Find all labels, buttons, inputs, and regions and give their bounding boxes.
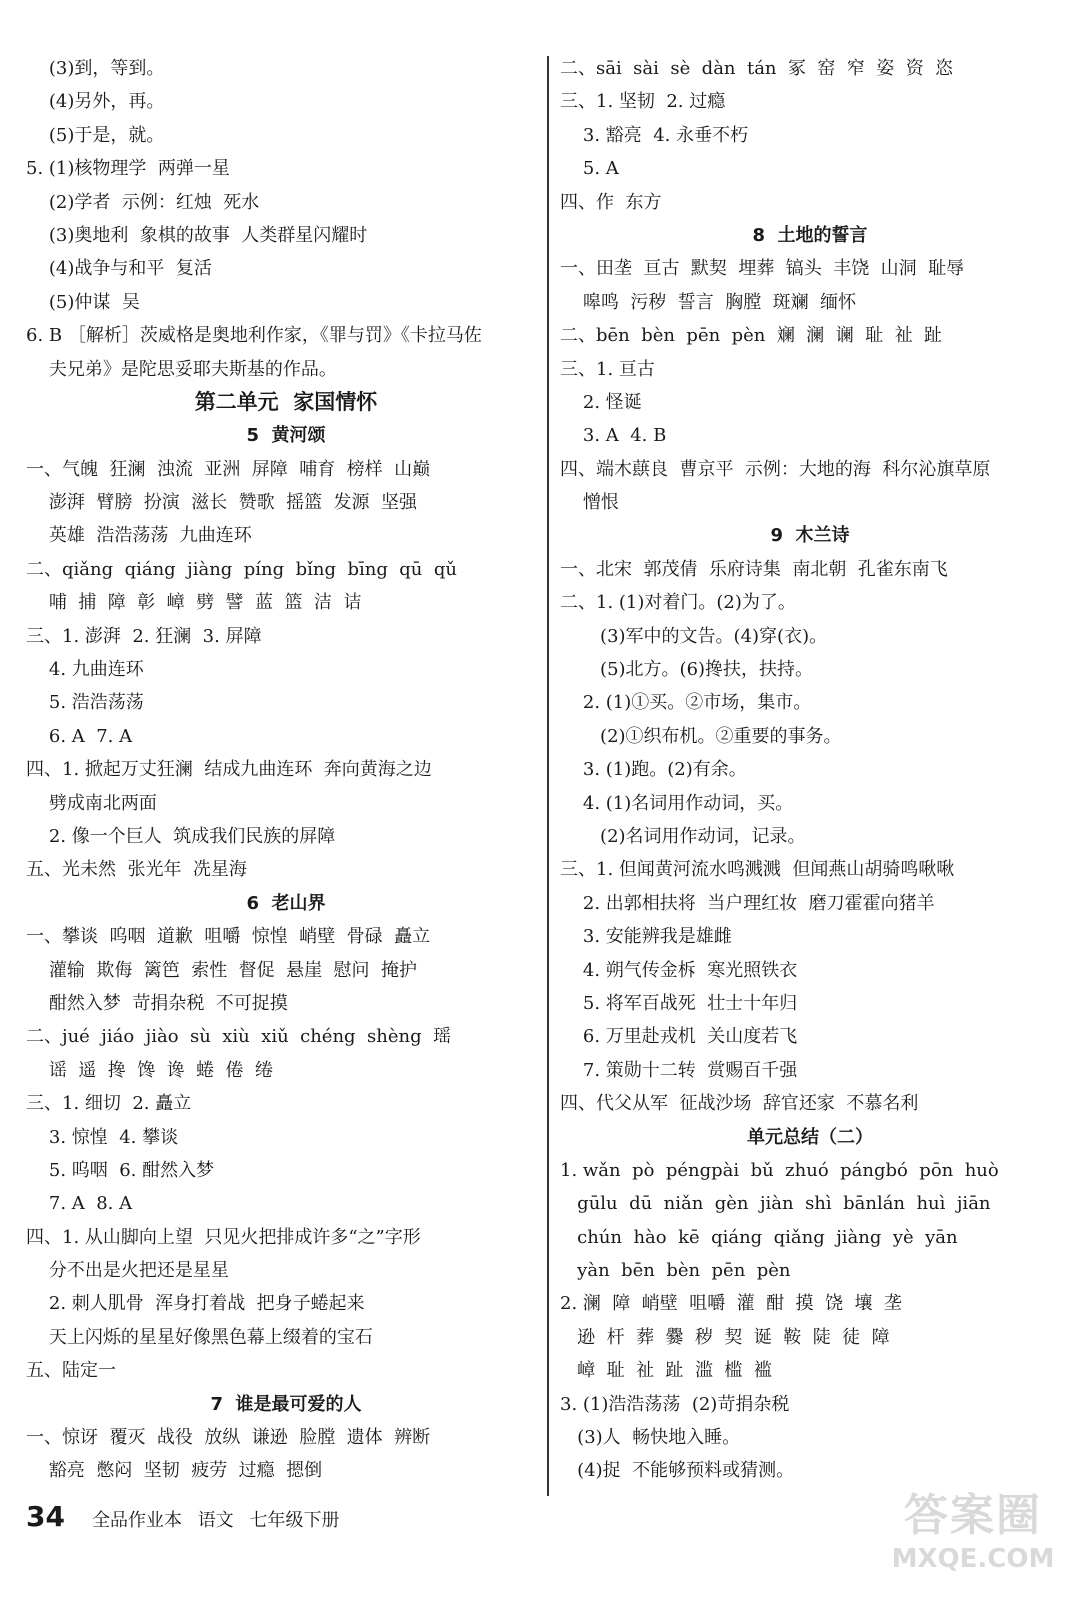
answer-line: 二、sāi sài sè dàn tán 冢 窑 窄 姿 资 恣: [560, 58, 954, 79]
answer-line: 四、端木蕻良 曹京平 示例：大地的海 科尔沁旗草原: [560, 458, 991, 480]
section-heading: 5 黄河颂: [246, 425, 326, 447]
answer-line: (4)捉 不能够预料或猜测。: [560, 1460, 795, 1482]
watermark-logo: [888, 1488, 1058, 1588]
answer-line: 3. (1)跑。(2)有余。: [560, 759, 747, 781]
answer-line: 五、陆定一: [26, 1360, 116, 1382]
answer-line: 灌输 欺侮 篱笆 索性 督促 悬崖 慰问 掩护: [26, 959, 417, 981]
book-title: 全品作业本 语文 七年级下册: [92, 1510, 340, 1531]
answer-line: gūlu dū niǎn gèn jiàn shì bānlán huì jiān: [560, 1193, 991, 1215]
answer-line: 4. 朔气传金柝 寒光照铁衣: [560, 959, 798, 981]
answer-line: 3. A 4. B: [560, 425, 667, 447]
answer-line: 6. A 7. A: [26, 725, 133, 747]
answer-line: 四、1. 从山脚向上望 只见火把排成许多“之”字形: [26, 1226, 421, 1248]
answer-line: 3. 安能辨我是雄雌: [560, 926, 732, 948]
answer-line: 二、bēn bèn pēn pèn 斓 澜 谰 耻 祉 趾: [560, 325, 943, 347]
watermark-url: MXQE.COM: [891, 1544, 1055, 1574]
answer-line: 3. (1)浩浩荡荡 (2)苛捐杂税: [560, 1393, 790, 1415]
answer-line: (3)奥地利 象棋的故事 人类群星闪耀时: [26, 224, 368, 246]
section-heading: 7 谁是最可爱的人: [210, 1393, 362, 1415]
answer-line: 酣然入梦 苛捐杂税 不可捉摸: [26, 992, 288, 1014]
answer-line: (2)①织布机。②重要的事务。: [560, 725, 842, 747]
answer-line: 5. 呜咽 6. 酣然入梦: [26, 1159, 215, 1181]
answer-line: 2. 像一个巨人 筑成我们民族的屏障: [26, 825, 336, 847]
answer-line: 哺 捕 障 彰 嶂 劈 譬 蓝 篮 洁 诘: [26, 592, 362, 614]
answer-line: 二、jué jiáo jiào sù xiù xiǔ chéng shèng 瑶: [26, 1026, 452, 1048]
answer-line: 一、北宋 郭茂倩 乐府诗集 南北朝 孔雀东南飞: [560, 558, 948, 580]
column-divider: [547, 56, 549, 1496]
answer-line: (2)学者 示例：红烛 死水: [26, 191, 260, 213]
section-heading: 9 木兰诗: [770, 525, 850, 547]
section-heading: 第二单元 家国情怀: [194, 389, 378, 414]
answer-line: 夫兄弟》是陀思妥耶夫斯基的作品。: [26, 358, 337, 380]
answer-line: (2)名词用作动词，记录。: [560, 825, 806, 847]
watermark-logo-text: 答案圈: [904, 1490, 1042, 1541]
answer-line: 二、1. (1)对着门。(2)为了。: [560, 592, 796, 614]
answer-line: 一、攀谈 呜咽 道歉 咀嚼 惊惶 峭壁 骨碌 矗立: [26, 926, 431, 948]
answer-line: 憎恨: [560, 492, 619, 514]
answer-line: 4. 九曲连环: [26, 659, 144, 681]
section-heading: 6 老山界: [246, 892, 326, 914]
answer-line: 逊 杆 葬 爨 秽 契 诞 鞍 陡 徒 障: [560, 1326, 890, 1348]
answer-line: 一、田垄 亘古 默契 埋葬 镐头 丰饶 山洞 耻辱: [560, 258, 965, 280]
answer-line: 一、惊讶 覆灭 战役 放纵 谦逊 脸膛 遗体 辨断: [26, 1427, 431, 1449]
answer-line: 四、1. 掀起万丈狂澜 结成九曲连环 奔向黄海之边: [26, 759, 432, 781]
answer-line: 英雄 浩浩荡荡 九曲连环: [26, 525, 252, 547]
answer-line: 嶂 耻 祉 趾 滥 槛 褴: [560, 1360, 772, 1382]
answer-line: 2. 澜 障 峭壁 咀嚼 灌 酣 摸 饶 壤 垄: [560, 1293, 902, 1315]
answer-line: 三、1. 澎湃 2. 狂澜 3. 屏障: [26, 625, 262, 647]
answer-line: 三、1. 坚韧 2. 过瘾: [560, 91, 726, 113]
answer-line: 分不出是火把还是星星: [26, 1260, 229, 1282]
page-number: 34: [26, 1500, 65, 1533]
answer-line: 谣 遥 搀 馋 谗 蜷 倦 绻: [26, 1059, 273, 1081]
answer-line: 三、1. 但闻黄河流水鸣溅溅 但闻燕山胡骑鸣啾啾: [560, 859, 955, 881]
answer-line: 嗥鸣 污秽 誓言 胸膛 斑斓 缅怀: [560, 291, 857, 313]
answer-line: 5. A: [560, 158, 619, 180]
answer-line: chún hào kē qiáng qiǎng jiàng yè yān: [560, 1226, 958, 1248]
answer-line: 5. 浩浩荡荡: [26, 692, 144, 714]
answer-line: 3. 豁亮 4. 永垂不朽: [560, 124, 749, 146]
answer-line: 2. 怪诞: [560, 391, 642, 413]
answer-line: (3)到，等到。: [26, 58, 165, 79]
answer-line: 7. A 8. A: [26, 1193, 133, 1215]
answer-line: 2. (1)①买。②市场，集市。: [560, 692, 812, 714]
answer-line: 6. B ［解析］茨威格是奥地利作家，《罪与罚》《卡拉马佐: [26, 325, 482, 347]
answer-line: 四、代父从军 征战沙场 辞官还家 不慕名利: [560, 1093, 919, 1115]
answer-line: 4. (1)名词用作动词，买。: [560, 792, 794, 814]
answer-line: (5)北方。(6)搀扶，扶持。: [560, 659, 814, 681]
answer-line: 劈成南北两面: [26, 792, 157, 814]
answer-line: 五、光未然 张光年 冼星海: [26, 859, 247, 881]
answer-line: 一、气魄 狂澜 浊流 亚洲 屏障 哺育 榜样 山巅: [26, 458, 431, 480]
answer-line: yàn bēn bèn pēn pèn: [560, 1260, 791, 1282]
answer-line: 澎湃 臂膀 扮演 滋长 赞歌 摇篮 发源 坚强: [26, 492, 417, 514]
answer-line: 1. wǎn pò péngpài bǔ zhuó pángbó pōn huò: [560, 1159, 999, 1181]
answer-line: 天上闪烁的星星好像黑色幕上缀着的宝石: [26, 1326, 373, 1348]
answer-line: 豁亮 憋闷 坚韧 疲劳 过瘾 摁倒: [26, 1460, 323, 1482]
answer-line: (5)仲谋 吴: [26, 291, 140, 313]
section-heading: 单元总结（二）: [747, 1126, 873, 1148]
answer-line: 2. 出郭相扶将 当户理红妆 磨刀霍霍向猪羊: [560, 892, 935, 914]
section-heading: 8 土地的誓言: [752, 224, 868, 246]
answer-line: 6. 万里赴戎机 关山度若飞: [560, 1026, 798, 1048]
right-column: [560, 52, 1060, 1488]
answer-line: (4)战争与和平 复活: [26, 258, 212, 280]
answer-line: 二、qiǎng qiáng jiàng píng bǐng bīng qū qǔ: [26, 558, 457, 580]
answer-line: (4)另外，再。: [26, 91, 165, 113]
answer-line: 7. 策勋十二转 赏赐百千强: [560, 1059, 798, 1081]
answer-line: (3)人 畅快地入睡。: [560, 1427, 741, 1449]
page-footer: [26, 1497, 340, 1537]
answer-line: 四、作 东方: [560, 191, 662, 213]
answer-line: 5. 将军百战死 壮士十年归: [560, 992, 798, 1014]
answer-line: (3)军中的文告。(4)穿(衣)。: [560, 625, 828, 647]
answer-line: (5)于是，就。: [26, 124, 165, 146]
answer-line: 三、1. 细切 2. 矗立: [26, 1093, 192, 1115]
left-column: [26, 52, 546, 1488]
answer-line: 三、1. 亘古: [560, 358, 655, 380]
answer-line: 5. (1)核物理学 两弹一星: [26, 158, 230, 180]
answer-line: 2. 刺人肌骨 浑身打着战 把身子蜷起来: [26, 1293, 365, 1315]
answer-line: 3. 惊惶 4. 攀谈: [26, 1126, 179, 1148]
